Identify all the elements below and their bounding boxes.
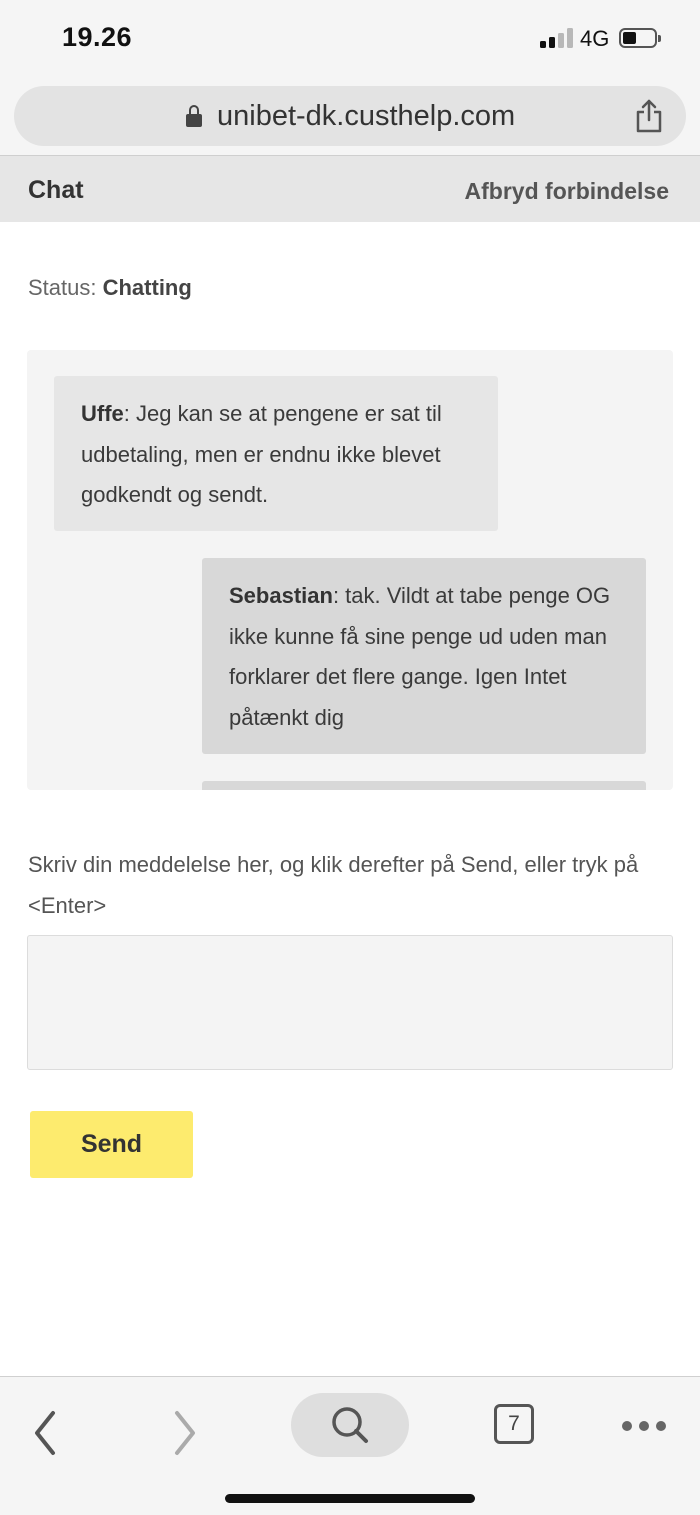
user-message-partial bbox=[202, 781, 646, 790]
search-icon bbox=[291, 1393, 409, 1457]
signal-bars-icon bbox=[540, 28, 574, 48]
composer-instruction: Skriv din meddelelse her, og klik derefter på Send, eller tryk på <Enter> bbox=[28, 852, 639, 918]
network-type: 4G bbox=[580, 26, 610, 51]
send-button[interactable]: Send bbox=[30, 1111, 193, 1178]
chat-header bbox=[0, 156, 700, 222]
disconnect-link[interactable]: Afbryd forbindelse bbox=[464, 178, 669, 204]
tabs-button[interactable] bbox=[488, 1393, 540, 1457]
home-indicator bbox=[225, 1494, 475, 1503]
forward-arrow-icon[interactable] bbox=[165, 1393, 205, 1457]
message-text: tak. Vildt at tabe penge OG ikke kunne få sine penge ud uden man forklarer det flere gange. Igen Intet påtænkt dig bbox=[229, 583, 611, 730]
more-icon[interactable] bbox=[614, 1393, 674, 1457]
chat-status bbox=[28, 275, 192, 301]
message-input[interactable] bbox=[27, 935, 673, 1070]
address-bar[interactable] bbox=[14, 86, 686, 146]
agent-message bbox=[54, 376, 498, 531]
search-button[interactable] bbox=[291, 1393, 409, 1457]
share-icon[interactable] bbox=[634, 98, 664, 134]
lock-icon bbox=[186, 105, 202, 127]
back-arrow-icon[interactable] bbox=[25, 1393, 65, 1457]
user-message bbox=[202, 558, 646, 754]
message-separator: : bbox=[123, 401, 137, 426]
status-value: Chatting bbox=[102, 275, 192, 300]
browser-chrome bbox=[0, 78, 700, 156]
tab-count: 7 bbox=[494, 1404, 534, 1444]
message-text: Jeg kan se at pengene er sat til udbetaling, men er endnu ikke blevet godkendt og sendt. bbox=[81, 401, 442, 507]
status-label: Status: bbox=[28, 275, 97, 300]
clock: 19.26 bbox=[62, 22, 133, 52]
chat-transcript[interactable] bbox=[27, 350, 673, 790]
status-bar bbox=[0, 0, 700, 78]
message-sender: Sebastian bbox=[229, 583, 333, 608]
chat-title: Chat bbox=[28, 176, 84, 204]
message-sender: Uffe bbox=[81, 401, 124, 426]
battery-icon bbox=[619, 28, 657, 48]
message-separator: : bbox=[332, 583, 346, 608]
url-text[interactable]: unibet-dk.custhelp.com bbox=[217, 100, 516, 132]
